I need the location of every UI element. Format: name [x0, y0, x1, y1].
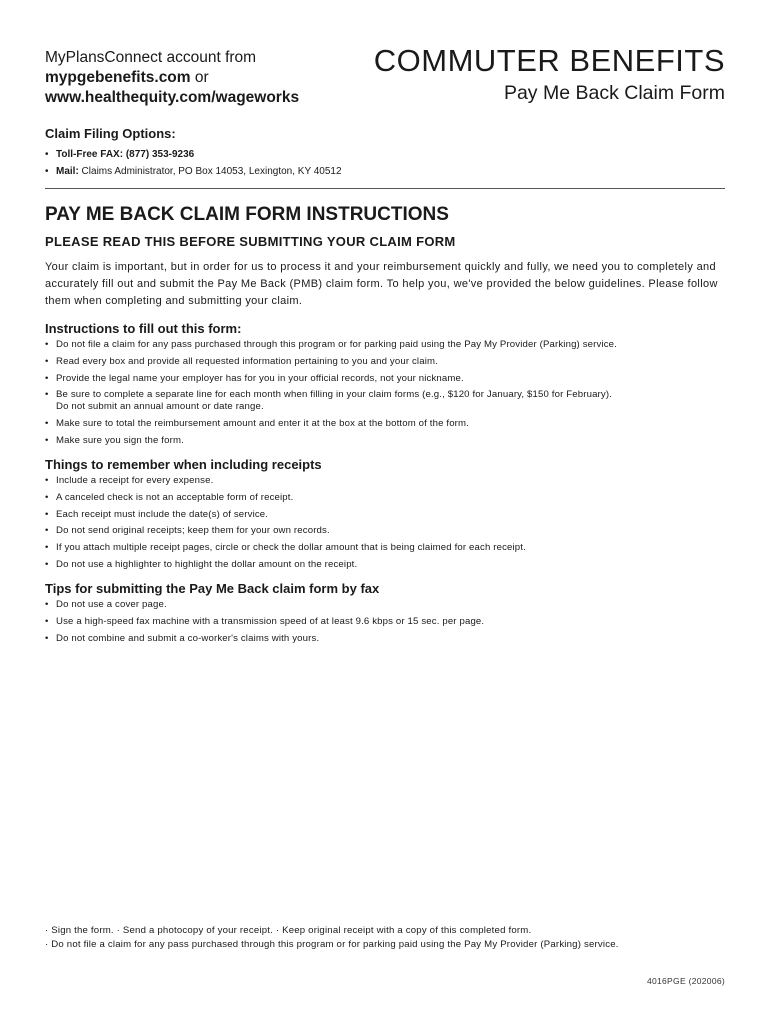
list-item-text-continued: Do not submit an annual amount or date range. [56, 401, 264, 413]
mail-address: Claims Administrator, PO Box 14053, Lexington, KY 40512 [78, 166, 342, 177]
bullet-icon: • [45, 542, 49, 554]
bullet-icon: • [45, 474, 49, 486]
bullet-icon: • [45, 598, 49, 610]
list-item [45, 418, 725, 430]
header-divider [45, 188, 725, 189]
list-item [45, 616, 725, 628]
claim-form-page [45, 0, 725, 1024]
list-item-text: Do not file a claim for any pass purchased through this program or for parking paid using the Pay My Provider (Parking) service. [56, 339, 617, 350]
list-item [45, 373, 725, 385]
document-subtitle: Pay Me Back Claim Form [503, 82, 725, 104]
list-item [45, 492, 725, 504]
list-item [45, 559, 725, 571]
claim-filing-options [45, 126, 725, 180]
list-item [45, 542, 725, 554]
list-item [45, 475, 725, 487]
mypgebenefits-link[interactable]: mypgebenefits.com [45, 69, 191, 86]
list-item [45, 339, 725, 351]
mail-option [45, 163, 725, 180]
list-item-text: Do not send original receipts; keep them for your own records. [56, 525, 330, 537]
document-header [374, 42, 725, 106]
list-item-text: A canceled check is not an acceptable form of receipt. [56, 491, 294, 503]
list-item [45, 435, 725, 447]
bullet-icon: • [45, 615, 49, 627]
bullet-icon: • [45, 166, 49, 177]
list-item [45, 389, 725, 413]
list-item [45, 633, 725, 645]
list-item-text: Include a receipt for every expense. [56, 474, 214, 486]
bullet-icon: • [45, 525, 49, 537]
account-info-line1: MyPlansConnect account from [45, 49, 257, 66]
bullet-icon: • [45, 339, 49, 350]
instructions-section [45, 203, 725, 655]
list-item [45, 599, 725, 611]
bullet-icon: • [45, 632, 49, 644]
fill-out-instructions-title: Instructions to fill out this form: [45, 321, 242, 336]
account-info-or: or [190, 69, 209, 86]
bullet-icon: • [45, 508, 49, 520]
list-item-text: Each receipt must include the date(s) of service. [56, 508, 269, 520]
list-item-text: Make sure to total the reimbursement amount and enter it at the box at the bottom of the form. [56, 418, 469, 430]
account-info-line2 [45, 68, 299, 88]
list-item-text: If you attach multiple receipt pages, circle or check the dollar amount that is being claimed for each receipt. [56, 542, 526, 554]
bullet-icon: • [45, 418, 49, 430]
bullet-icon: • [45, 389, 49, 401]
receipts-title: Things to remember when including receipts [45, 456, 322, 472]
claim-filing-title: Claim Filing Options: [45, 126, 176, 141]
bullet-icon: • [45, 558, 49, 570]
healthequity-link[interactable]: www.healthequity.com/wageworks [45, 89, 300, 106]
list-item-text: Make sure you sign the form. [56, 434, 184, 446]
list-item-text: Do not use a highlighter to highlight the dollar amount on the receipt. [56, 558, 358, 570]
footer-notes [45, 924, 619, 952]
list-item-text: Provide the legal name your employer has for you in your official records, not your nickname. [56, 372, 464, 384]
list-item-text: Read every box and provide all requested information pertaining to you and your claim. [56, 355, 438, 367]
list-item-text: Do not combine and submit a co-worker's claims with yours. [56, 632, 320, 644]
instructions-intro: Your claim is important, but in order for us to process it and your reimbursement quickly and fully, we need you to completely and accurately fill out and submit the Pay Me Back (PMB) claim form. To help you, we've provided the below guidelines. Please follow them when completing and submitting your claim. [45, 261, 718, 307]
fax-number: Toll-Free FAX: (877) 353-9236 [56, 149, 195, 160]
receipts-list [45, 475, 725, 571]
fax-option [45, 146, 725, 163]
list-item-text: Use a high-speed fax machine with a transmission speed of at least 9.6 kbps or 15 sec. per page. [56, 615, 485, 627]
mail-label: Mail: [56, 166, 79, 177]
list-item [45, 356, 725, 368]
fax-tips-title: Tips for submitting the Pay Me Back claim form by fax [45, 580, 380, 596]
bullet-icon: • [45, 149, 49, 160]
instructions-title: PAY ME BACK CLAIM FORM INSTRUCTIONS [45, 204, 449, 225]
list-item-text: Do not use a cover page. [56, 598, 167, 610]
bullet-icon: • [45, 491, 49, 503]
form-code: 4016PGE (202006) [646, 976, 725, 986]
footer-note: · Do not file a claim for any pass purchased through this program or for parking paid using the Pay My Provider (Parking) service. [45, 939, 619, 950]
fill-out-instructions-list [45, 339, 725, 447]
bullet-icon: • [45, 434, 49, 446]
list-item-text: Be sure to complete a separate line for each month when filling in your claim forms (e.g., $120 for January, $150 for February). [56, 389, 613, 401]
instructions-subtitle: PLEASE READ THIS BEFORE SUBMITTING YOUR CLAIM FORM [45, 234, 456, 249]
bullet-icon: • [45, 355, 49, 367]
bullet-icon: • [45, 372, 49, 384]
fax-tips-list [45, 599, 725, 645]
list-item [45, 525, 725, 537]
list-item [45, 509, 725, 521]
document-title: COMMUTER BENEFITS [373, 43, 725, 78]
footer-note: · Sign the form. · Send a photocopy of your receipt. · Keep original receipt with a copy of this completed form. [45, 925, 532, 936]
account-info [45, 48, 299, 108]
